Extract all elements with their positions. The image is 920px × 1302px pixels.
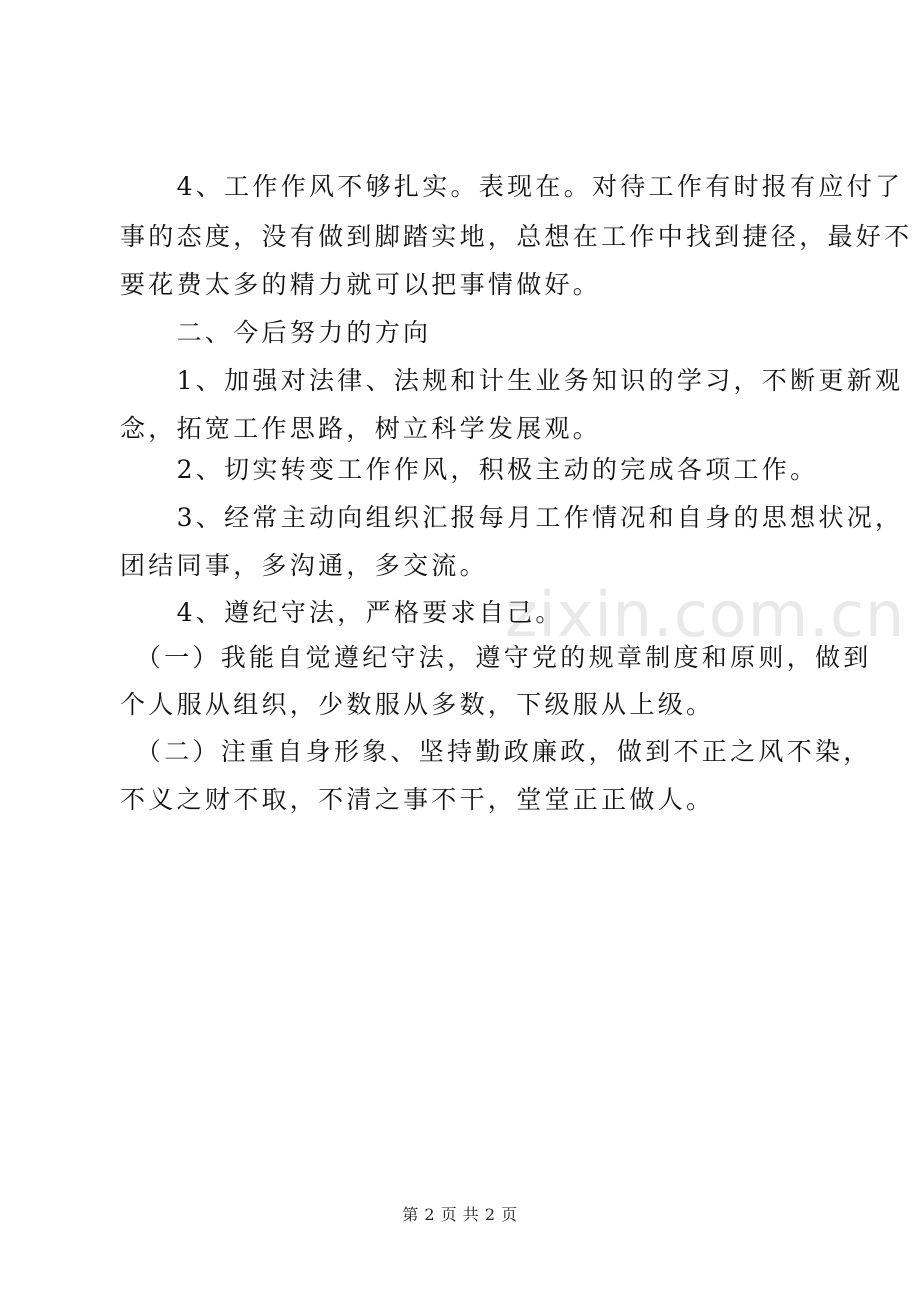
text-line-11: （一）我能自觉遵纪守法，遵守党的规章制度和原则，做到 (120, 643, 872, 672)
text-line-14: 不义之财不取，不清之事不干，堂堂正正做人。 (120, 785, 715, 814)
text-line-3: 要花费太多的精力就可以把事情做好。 (120, 270, 602, 299)
text-line-9: 团结同事，多沟通，多交流。 (120, 551, 488, 580)
text-line-13: （二）注重自身形象、坚持勤政廉政，做到不正之风不染， (120, 737, 872, 766)
text-line-1: 4、工作作风不够扎实。表现在。对待工作有时报有应付了 (120, 172, 904, 201)
section-heading: 二、今后努力的方向 (120, 318, 432, 347)
page-footer: 第 2 页 共 2 页 (402, 1205, 518, 1224)
text-line-10: 4、遵纪守法，严格要求自己。 (120, 598, 564, 627)
watermark-text: zixin.com.cn (505, 578, 906, 651)
text-line-8: 3、经常主动向组织汇报每月工作情况和自身的思想状况， (120, 503, 904, 532)
text-line-5: 1、加强对法律、法规和计生业务知识的学习，不断更新观 (120, 366, 904, 395)
text-line-7: 2、切实转变工作作风，积极主动的完成各项工作。 (120, 455, 819, 484)
text-line-6: 念，拓宽工作思路，树立科学发展观。 (120, 414, 602, 443)
text-line-12: 个人服从组织，少数服从多数，下级服从上级。 (120, 690, 715, 719)
text-line-2: 事的态度，没有做到脚踏实地，总想在工作中找到捷径，最好不 (120, 222, 913, 251)
